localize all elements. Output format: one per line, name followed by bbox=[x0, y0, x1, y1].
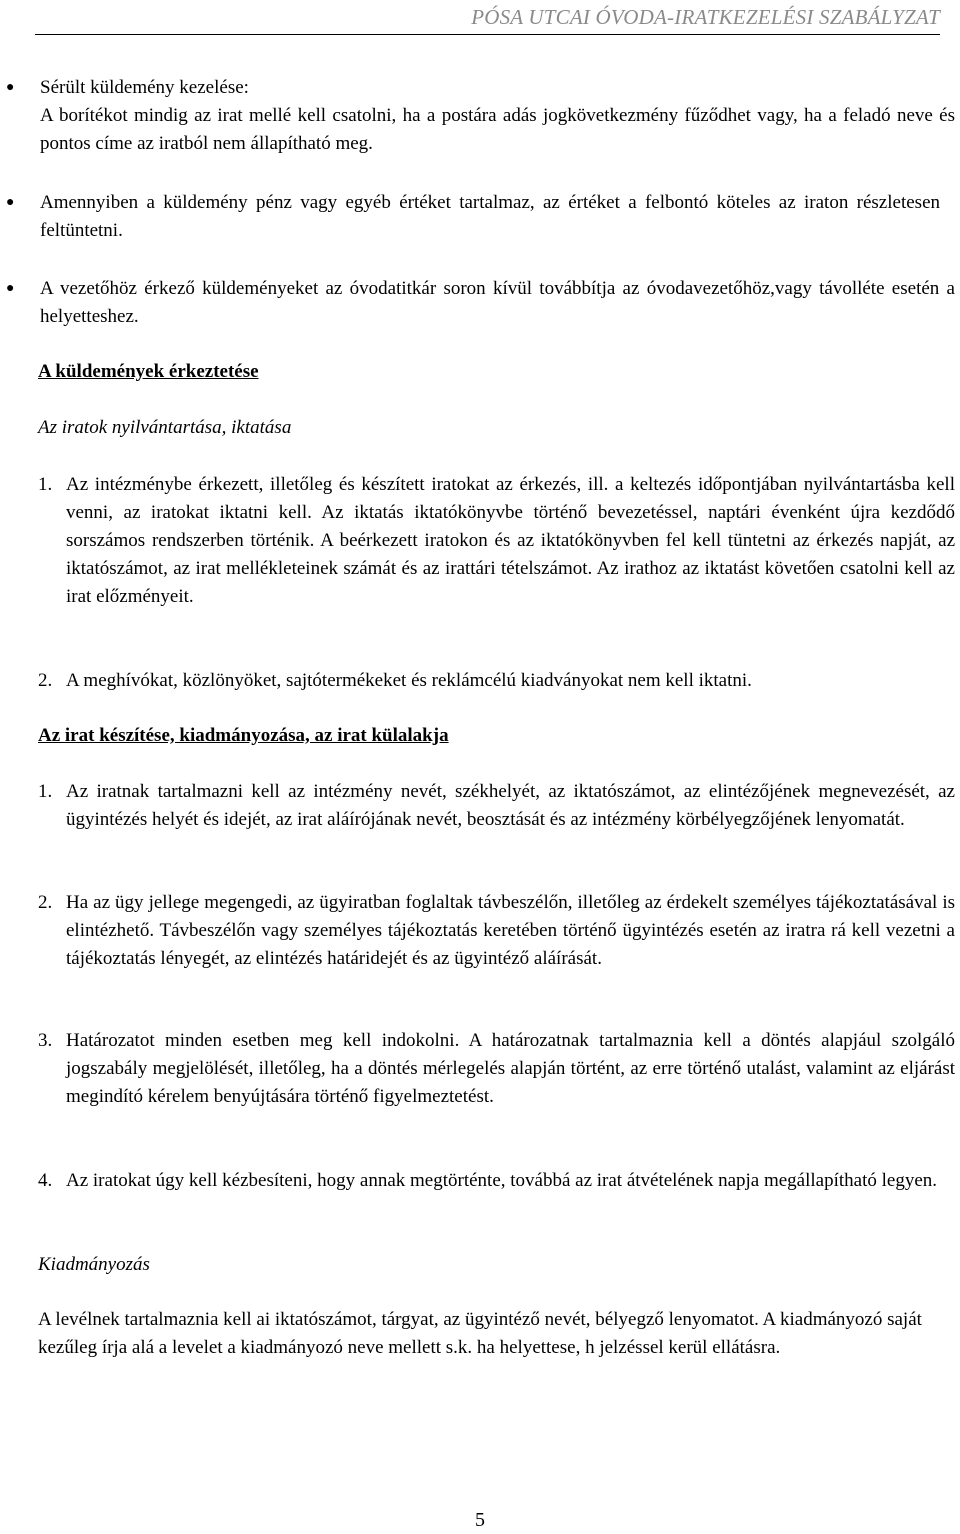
item-text: Ha az ügy jellege megengedi, az ügyiratban foglaltak távbeszélőn, illetőleg az érdekelt személyes tájékoztatásával is elintézhető. Távbeszélőn vagy személyes tájékoztatás keretében történő ügyintézés esetén az iratra rá kell vezetni a tájékoztatás lényegét, az elintézés határidejét és az ügyintéző aláírását. bbox=[66, 892, 955, 969]
numbered-item bbox=[38, 667, 955, 695]
item-number: 1. bbox=[38, 781, 53, 802]
bullet-item bbox=[6, 275, 955, 331]
section-subheading: Kiadmányozás bbox=[38, 1254, 150, 1275]
bullet-dot-icon: ● bbox=[6, 195, 15, 210]
numbered-item bbox=[38, 1027, 955, 1111]
page-header bbox=[35, 0, 940, 35]
item-text: A meghívókat, közlönyöket, sajtótermékeket és reklámcélú kiadványokat nem kell iktatni. bbox=[66, 670, 752, 691]
item-text: Az iratokat úgy kell kézbesíteni, hogy annak megtörténte, továbbá az irat átvételének napja megállapítható legyen. bbox=[66, 1170, 938, 1191]
item-number: 3. bbox=[38, 1030, 53, 1051]
bullet-text: A vezetőhöz érkező küldeményeket az óvodatitkár soron kívül továbbítja az óvodavezetőhöz,vagy távolléte esetén a helyetteshez. bbox=[40, 278, 955, 327]
bullet-dot-icon: ● bbox=[6, 80, 15, 95]
bullet-dot-icon: ● bbox=[6, 281, 15, 296]
item-text: Az iratnak tartalmazni kell az intézmény nevét, székhelyét, az iktatószámot, az elintézőjének megnevezését, az ügyintézés helyét és idejét, az irat aláírójának nevét, beosztását és az intézmény körbélyegzőjének lenyomatát. bbox=[66, 781, 955, 830]
item-number: 1. bbox=[38, 474, 53, 495]
item-text: Határozatot minden esetben meg kell indokolni. A határozatnak tartalmaznia kell a döntés alapjául szolgáló jogszabály megjelölését, illetőleg, ha a döntés mérlegelés alapján történt, az erre történő utalást, valamint az eljárást megindító kérelem benyújtására történő figyelmeztetést. bbox=[66, 1030, 955, 1107]
document-title: PÓSA UTCAI ÓVODA-IRATKEZELÉSI SZABÁLYZAT bbox=[471, 5, 940, 29]
numbered-item bbox=[38, 889, 955, 973]
bullet-text: Amennyiben a küldemény pénz vagy egyéb értéket tartalmaz, az értéket a felbontó köteles az iraton részletesen feltüntetni. bbox=[40, 192, 940, 241]
item-number: 2. bbox=[38, 670, 53, 691]
section-heading: Az irat készítése, kiadmányozása, az irat külalakja bbox=[38, 725, 449, 746]
section-subheading: Az iratok nyilvántartása, iktatása bbox=[38, 417, 292, 438]
numbered-item bbox=[38, 471, 955, 611]
bullet-item bbox=[6, 74, 955, 158]
item-number: 2. bbox=[38, 892, 53, 913]
numbered-item bbox=[38, 778, 955, 834]
paragraph: A levélnek tartalmaznia kell ai iktatószámot, tárgyat, az ügyintéző nevét, bélyegző lenyomatot. A kiadmányozó saját kezűleg írja alá a levelet a kiadmányozó neve mellett s.k. ha helyettese, h jelzéssel kerül ellátásra. bbox=[38, 1309, 922, 1358]
item-number: 4. bbox=[38, 1170, 53, 1191]
page-number: 5 bbox=[475, 1509, 485, 1531]
numbered-item bbox=[38, 1167, 955, 1195]
item-text: Az intézménybe érkezett, illetőleg és készített iratokat az érkezés, ill. a keltezés időpontjában nyilvántartásba kell venni, az iratokat iktatni kell. Az iktatás iktatókönyvbe történő bevezetéssel, naptári évenként újra kezdődő sorszámos rendszerben történik. A beérkezett iratokon és az iktatókönyvben fel kell tüntetni az érkezés napját, az iktatószámot, az irat mellékleteinek számát és az irattári tételszámot. Az irathoz az iktatást követően csatolni kell az irat előzményeit. bbox=[66, 474, 955, 607]
section-heading: A küldemények érkeztetése bbox=[38, 361, 259, 382]
bullet-item bbox=[6, 189, 940, 245]
bullet-heading: Sérült küldemény kezelése: bbox=[40, 77, 249, 98]
bullet-text: A borítékot mindig az irat mellé kell csatolni, ha a postára adás jogkövetkezmény fűződhet vagy, ha a feladó neve és pontos címe az iratból nem állapítható meg. bbox=[40, 105, 955, 154]
